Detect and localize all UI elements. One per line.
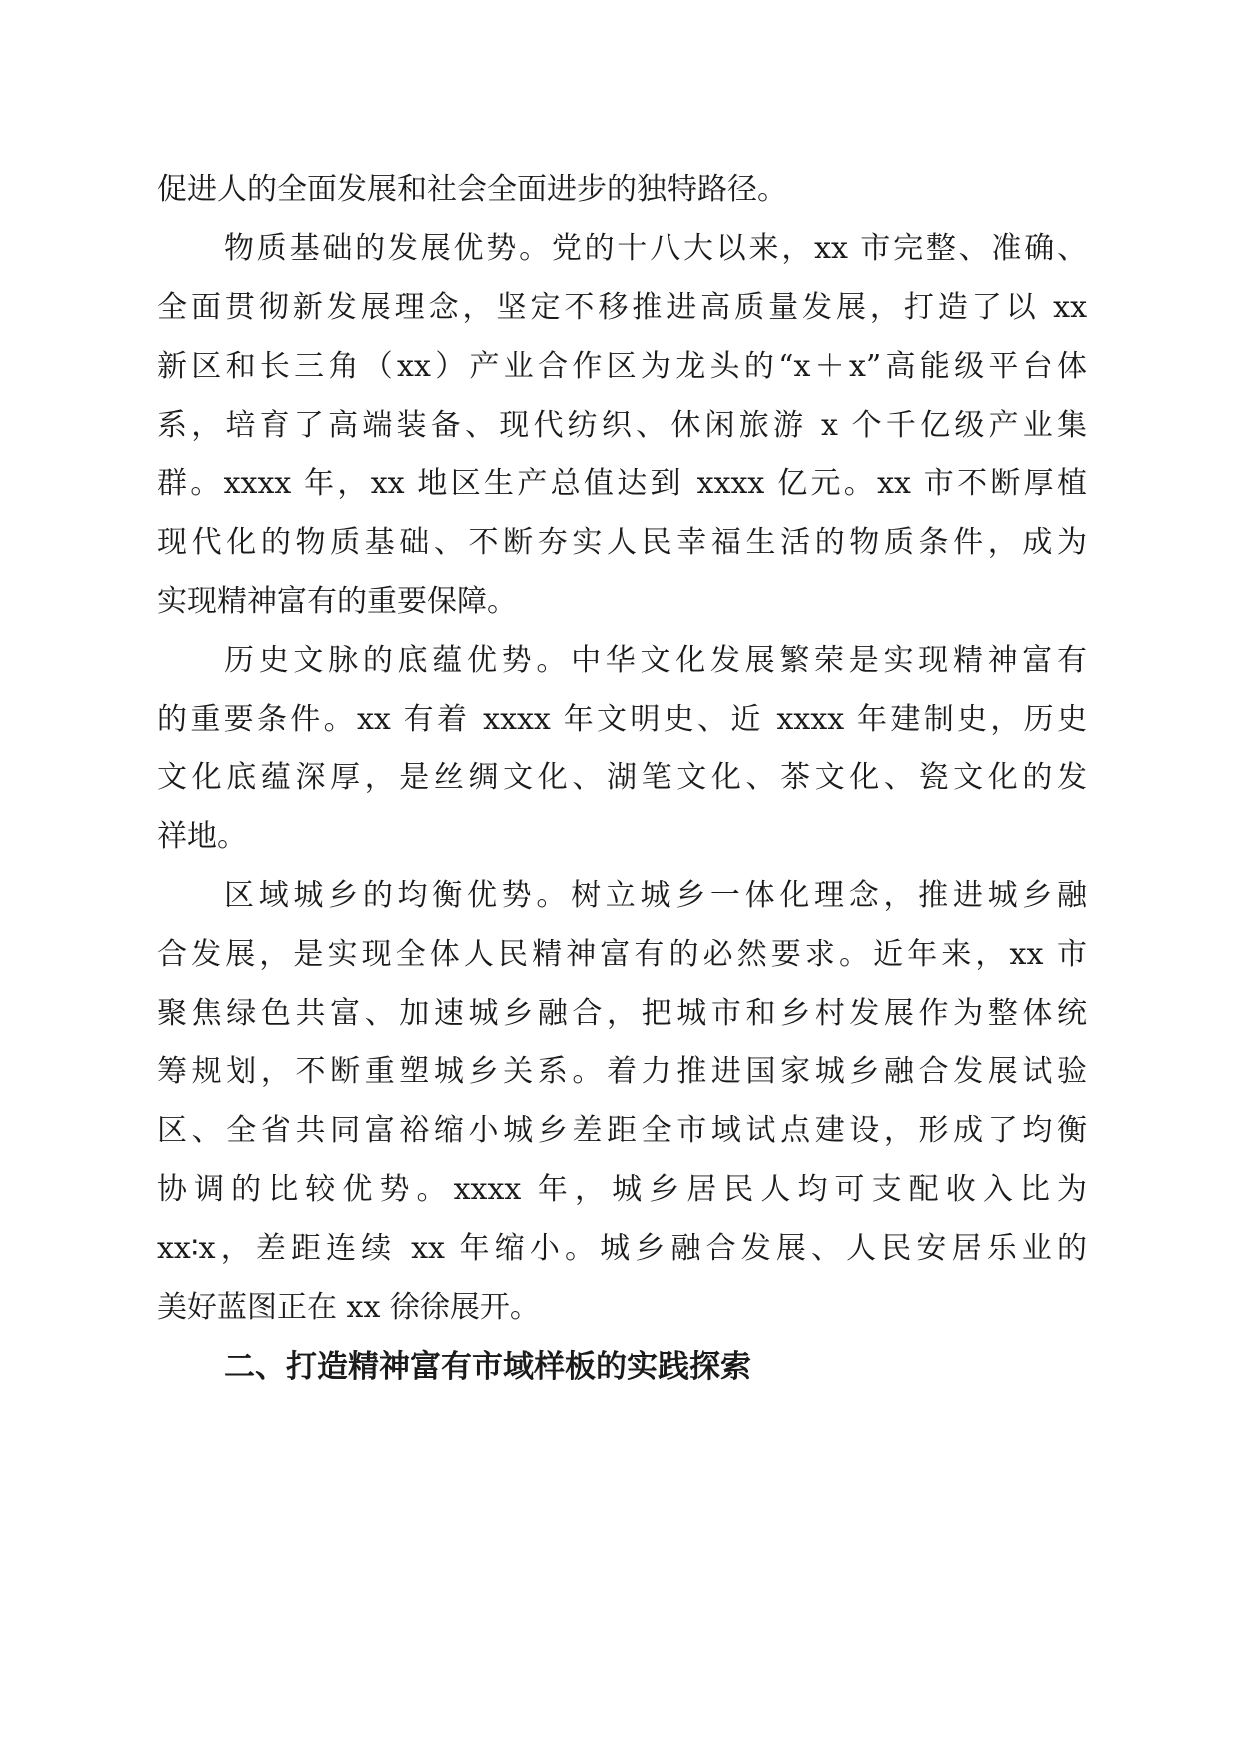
paragraph-line: 群。xxxx 年，xx 地区生产总值达到 xxxx 亿元。xx 市不断厚植 — [157, 466, 1087, 501]
paragraph-line: 祥地。 — [157, 819, 247, 854]
paragraph-line: 系，培育了高端装备、现代纺织、休闲旅游 x 个千亿级产业集 — [157, 408, 1087, 443]
paragraph-line: 协调的比较优势。xxxx 年，城乡居民人均可支配收入比为 — [157, 1172, 1087, 1207]
paragraph-line: 新区和长三角（xx）产业合作区为龙头的“x＋x”高能级平台体 — [157, 349, 1087, 384]
paragraph-line: 合发展，是实现全体人民精神富有的必然要求。近年来，xx 市 — [157, 937, 1087, 972]
paragraph-line: 现代化的物质基础、不断夯实人民幸福生活的物质条件，成为 — [157, 525, 1087, 560]
paragraph-line: 促进人的全面发展和社会全面进步的独特路径。 — [157, 172, 787, 207]
paragraph-line: 实现精神富有的重要保障。 — [157, 584, 517, 619]
paragraph-line: 区、全省共同富裕缩小城乡差距全市域试点建设，形成了均衡 — [157, 1113, 1087, 1148]
paragraph-line: 筹规划，不断重塑城乡关系。着力推进国家城乡融合发展试验 — [157, 1054, 1087, 1089]
paragraph-line: 聚焦绿色共富、加速城乡融合，把城市和乡村发展作为整体统 — [157, 996, 1087, 1031]
paragraph-line: 物质基础的发展优势。党的十八大以来，xx 市完整、准确、 — [224, 231, 1087, 266]
paragraph-line: 文化底蕴深厚，是丝绸文化、湖笔文化、茶文化、瓷文化的发 — [157, 760, 1087, 795]
paragraph-line: 全面贯彻新发展理念，坚定不移推进高质量发展，打造了以 xx — [157, 290, 1087, 325]
paragraph-line: 区域城乡的均衡优势。树立城乡一体化理念，推进城乡融 — [224, 878, 1087, 913]
paragraph-line: xx∶x，差距连续 xx 年缩小。城乡融合发展、人民安居乐业的 — [157, 1231, 1087, 1266]
paragraph-line: 历史文脉的底蕴优势。中华文化发展繁荣是实现精神富有 — [224, 643, 1087, 678]
paragraph-line: 美好蓝图正在 xx 徐徐展开。 — [157, 1290, 540, 1325]
section-heading: 二、打造精神富有市域样板的实践探索 — [224, 1349, 751, 1385]
paragraph-line: 的重要条件。xx 有着 xxxx 年文明史、近 xxxx 年建制史，历史 — [157, 702, 1087, 737]
